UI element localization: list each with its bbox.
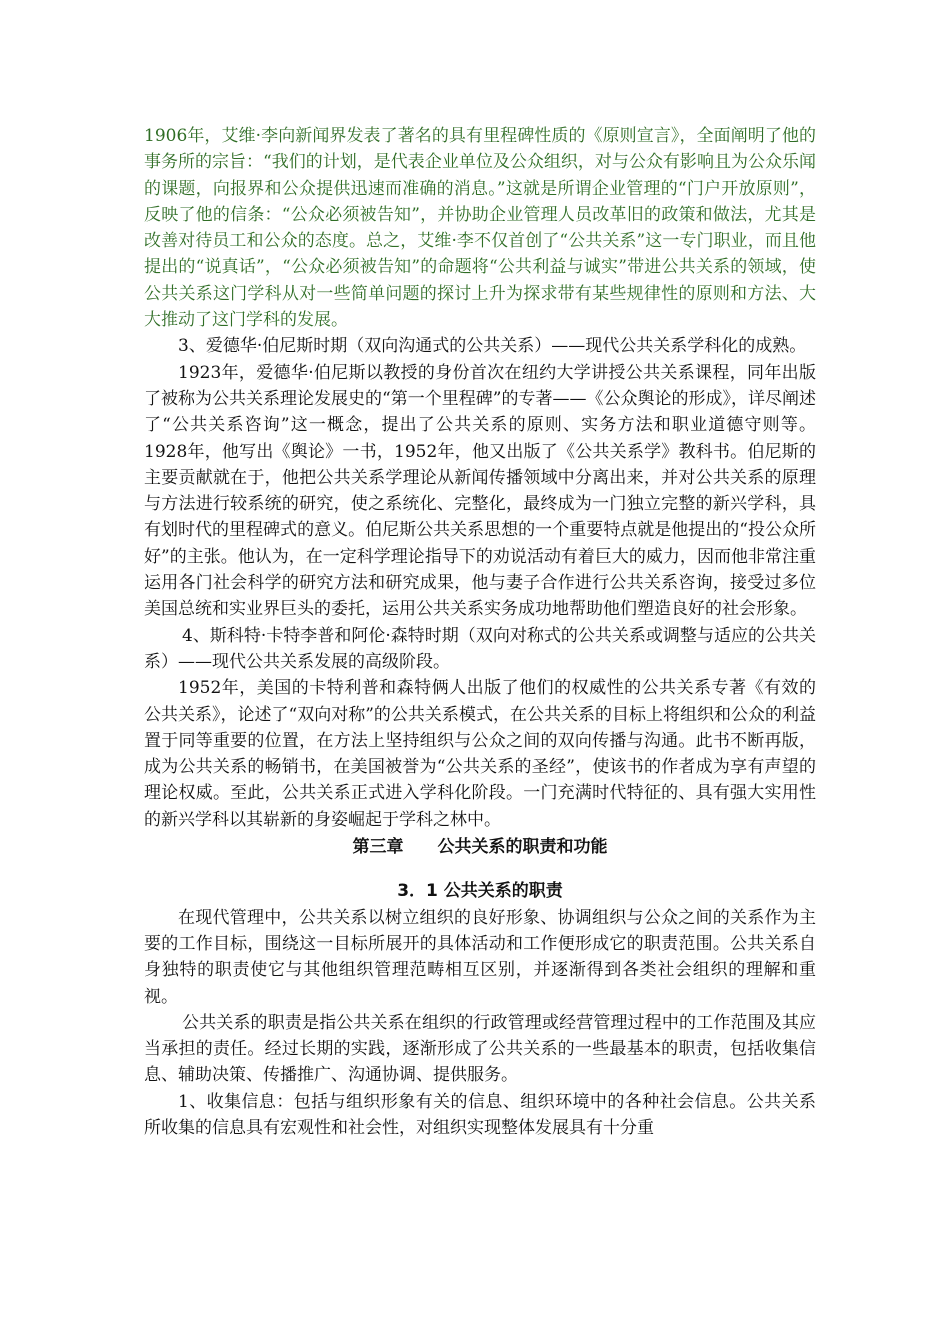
- chapter-heading: [144, 834, 816, 860]
- paragraph-bernays-body: 1923年，爱德华·伯尼斯以教授的身份首次在纽约大学讲授公共关系课程，同年出版了被称为公共关系理论发展史的“第一个里程碑”的专著——《公众舆论的形成》，详尽阐述了“公共关系咨询”这一概念，提出了公共关系的原则、实务方法和职业道德守则等。1928年，他写出《舆论》一书，1952年，他又出版了《公共关系学》教科书。伯尼斯的主要贡献就在于，他把公共关系学理论从新闻传播领域中分离出来，并对公共关系的原理与方法进行较系统的研究，使之系统化、完整化，最终成为一门独立完整的新兴学科，具有划时代的里程碑式的意义。伯尼斯公共关系思想的一个重要特点就是他提出的“投公众所好”的主张。他认为，在一定科学理论指导下的劝说活动有着巨大的威力，因而他非常注重运用各门社会科学的研究方法和研究成果，他与妻子合作进行公共关系咨询，接受过多位美国总统和实业界巨头的委托，运用公共关系实务成功地帮助他们塑造良好的社会形象。: [144, 362, 816, 620]
- document-page: [144, 123, 816, 1141]
- paragraph-cutlip-center-body: 1952年，美国的卡特利普和森特俩人出版了他们的权威性的公共关系专著《有效的公共关系》，论述了“双向对称”的公共关系模式，在公共关系的目标上将组织和公众的利益置于同等重要的位置，在方法上坚持组织与公众之间的双向传播与沟通。此书不断再版，成为公共关系的畅销书，在美国被誉为“公共关系的圣经”，使该书的作者成为享有声望的理论权威。至此，公共关系正式进入学科化阶段。一门充满时代特征的、具有强大实用性的新兴学科以其崭新的身姿崛起于学科之林中。: [144, 678, 816, 830]
- chapter-title: 公共关系的职责和功能: [437, 837, 608, 858]
- paragraph-collect-information: 1、收集信息：包括与组织形象有关的信息、组织环境中的各种社会信息。公共关系所收集的信息具有宏观性和社会性，对组织实现整体发展具有十分重: [144, 1091, 816, 1138]
- paragraph-cutlip-center-period-title: 4、斯科特·卡特李普和阿伦·森特时期（双向对称式的公共关系或调整与适应的公共关系）——现代公共关系发展的高级阶段。: [144, 625, 816, 672]
- chapter-number: 第三章: [352, 837, 404, 858]
- section-heading: 3．1 公共关系的职责: [397, 881, 563, 902]
- paragraph-bernays-period-title: 3、爱德华·伯尼斯时期（双向沟通式的公共关系）——现代公共关系学科化的成熟。: [178, 336, 807, 357]
- paragraph-duties-intro: 在现代管理中，公共关系以树立组织的良好形象、协调组织与公众之间的关系作为主要的工作目标，围绕这一目标所展开的具体活动和工作便形成它的职责范围。公共关系自身独特的职责使它与其他组织管理范畴相互区别，并逐渐得到各类社会组织的理解和重视。: [144, 907, 816, 1007]
- paragraph-ivy-lee: 1906年，艾维·李向新闻界发表了著名的具有里程碑性质的《原则宣言》，全面阐明了他的事务所的宗旨：“我们的计划，是代表企业单位及公众组织，对与公众有影响且为公众乐闻的课题，向报界和公众提供迅速而准确的消息。”这就是所谓企业管理的“门户开放原则”，反映了他的信条：“公众必须被告知”，并协助企业管理人员改革旧的政策和做法，尤其是改善对待员工和公众的态度。总之，艾维·李不仅首创了“公共关系”这一专门职业，而且他提出的“说真话”，“公众必须被告知”的命题将“公共利益与诚实”带进公共关系的领域，使公共关系这门学科从对一些简单问题的探讨上升为探求带有某些规律性的原则和方法、大大推动了这门学科的发展。: [144, 126, 816, 331]
- paragraph-duties-definition: 公共关系的职责是指公共关系在组织的行政管理或经营管理过程中的工作范围及其应当承担的责任。经过长期的实践，逐渐形成了公共关系的一些最基本的职责，包括收集信息、辅助决策、传播推广、沟通协调、提供服务。: [144, 1012, 816, 1086]
